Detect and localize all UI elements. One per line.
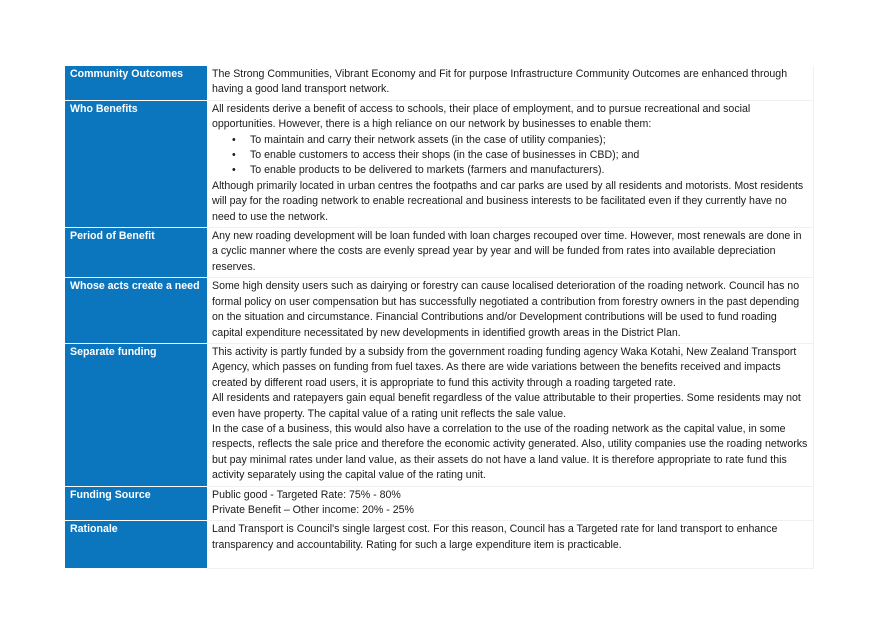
- table-row: [65, 66, 814, 100]
- row-label-separate-funding: Separate funding: [65, 343, 207, 486]
- paragraph: All residents and ratepayers gain equal benefit regardless of the value attributable to their properties. Some residents may not even have property. The capital value of a rating unit reflects the sale value.: [212, 392, 801, 420]
- paragraph: This activity is partly funded by a subsidy from the government roading funding agency Waka Kotahi, New Zealand Transport Agency, which passes on funding from fuel taxes. As there are wide variations between the benefits received and impacts created by different road users, it is appropriate to fund this activity through a roading targeted rate.: [212, 345, 797, 389]
- row-content-rationale: [207, 521, 814, 569]
- row-content-whose-acts-create-a-need: [207, 278, 814, 344]
- bullet-item: • To maintain and carry their network assets (in the case of utility companies);: [250, 133, 809, 148]
- row-label-community-outcomes: Community Outcomes: [65, 66, 207, 100]
- row-label-who-benefits: Who Benefits: [65, 100, 207, 227]
- funding-public-good: Public good - Targeted Rate: 75% - 80%: [212, 488, 401, 501]
- paragraph: Land Transport is Council's single largest cost. For this reason, Council has a Targeted rate for land transport to enhance transparency and accountability. Rating for such a large expenditure item is practicable.: [212, 523, 778, 551]
- paragraph: The Strong Communities, Vibrant Economy and Fit for purpose Infrastructure Community Outcomes are enhanced through having a good land transport network.: [212, 68, 788, 96]
- row-label-funding-source: Funding Source: [65, 486, 207, 521]
- funding-policy-table: [65, 66, 814, 569]
- paragraph: Any new roading development will be loan funded with loan charges recouped over time. However, most renewals are done in a cyclic manner where the costs are evenly spread year by year and will be funded from rates into available depreciation reserves.: [212, 230, 802, 273]
- table-row: [65, 100, 814, 227]
- table-row: [65, 278, 814, 344]
- paragraph: In the case of a business, this would also have a correlation to the use of the roading network as the capital value, in some respects, reflects the sale price and therefore the economic activity generated. Also, utility companies use the roading networks but pay minimal rates under land value, as their assets do not have a land value. It is therefore appropriate to rate fund this activity separately using the capital value of the rating unit.: [212, 422, 808, 482]
- bullet-item: • To enable products to be delivered to markets (farmers and manufacturers).: [250, 163, 809, 178]
- table-row: [65, 486, 814, 521]
- row-content-period-of-benefit: [207, 228, 814, 278]
- paragraph: Although primarily located in urban centres the footpaths and car parks are used by all residents and motorists. Most residents will pay for the roading network to enable recreational and business interests to be facilitated even if they currently have no need to use the network.: [212, 179, 804, 223]
- table-row: [65, 343, 814, 486]
- row-content-separate-funding: [207, 343, 814, 486]
- row-content-who-benefits: [207, 100, 814, 227]
- row-content-funding-source: [207, 486, 814, 521]
- row-content-community-outcomes: [207, 66, 814, 100]
- benefit-bullet-list: [212, 133, 809, 179]
- paragraph: All residents derive a benefit of access to schools, their place of employment, and to pursue recreational and social opportunities. However, there is a high reliance on our network by businesses to enable them:: [212, 102, 751, 131]
- paragraph: Some high density users such as dairying or forestry can cause localised deterioration of the roading network. Council has no formal policy on user compensation but has successfully negotiated a contribution from forestry owners in the past depending on the situation and circumstance. Financial Contributions and/or Development contributions will be used to fund roading capital expenditure necessitated by new developments in identified growth areas in the District Plan.: [212, 280, 800, 339]
- row-label-period-of-benefit: Period of Benefit: [65, 228, 207, 278]
- table-row: [65, 521, 814, 569]
- table-row: [65, 228, 814, 278]
- row-label-whose-acts-create-a-need: Whose acts create a need: [65, 278, 207, 344]
- funding-private-benefit: Private Benefit – Other income: 20% - 25%: [212, 503, 414, 516]
- bullet-item: • To enable customers to access their shops (in the case of businesses in CBD); and: [250, 148, 809, 163]
- row-label-rationale: Rationale: [65, 521, 207, 569]
